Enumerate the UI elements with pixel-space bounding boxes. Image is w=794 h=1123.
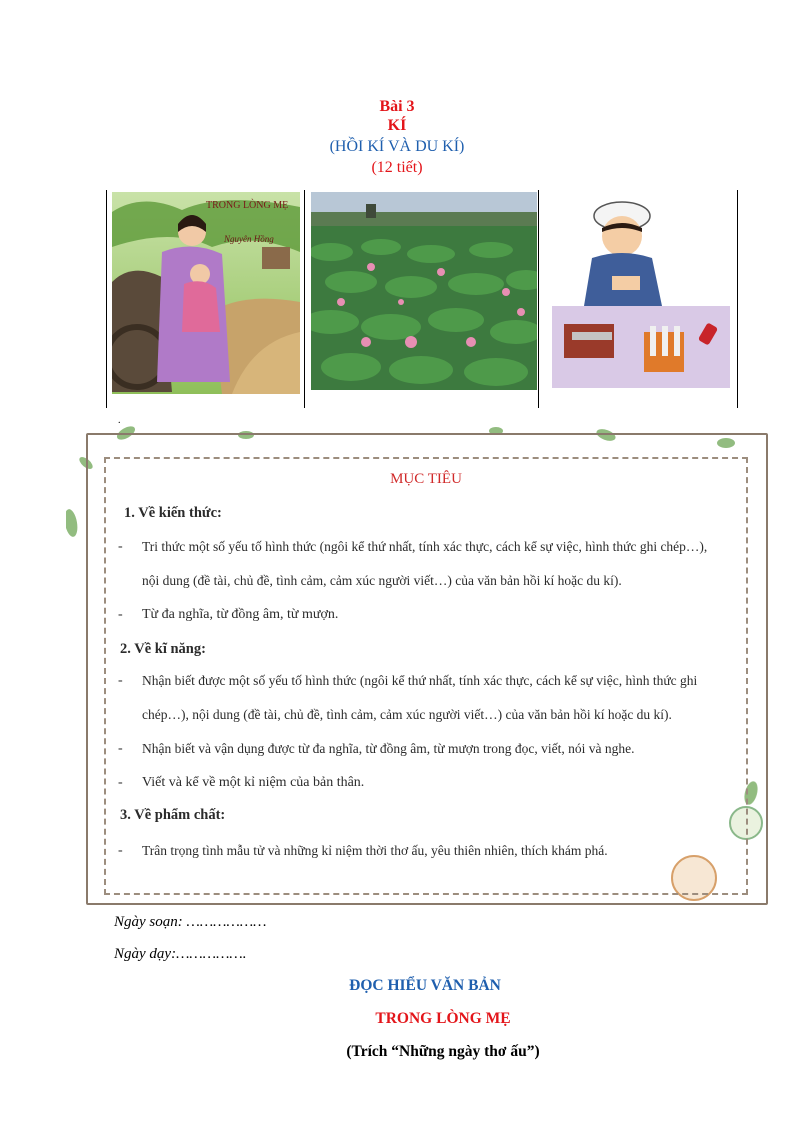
bullet: - (118, 741, 123, 756)
image-table (106, 190, 738, 408)
section-heading-knowledge: 1. Về kiến thức: (124, 505, 222, 521)
work-title: TRONG LÒNG MẸ (375, 1010, 511, 1027)
book-cover-image (112, 192, 300, 394)
table-divider (538, 190, 539, 408)
book-cover-title: TRONG LÒNG MẸ (206, 200, 289, 211)
date-prepared: Ngày soạn: ……………… (114, 914, 267, 930)
list-item: nội dung (đề tài, chủ đề, tình cảm, cảm xúc người viết…) của văn bản hồi kí hoặc du kí). (142, 573, 622, 588)
stray-dot: . (118, 415, 121, 426)
date-taught: Ngày dạy:……………. (114, 946, 247, 962)
lesson-periods: (12 tiết) (371, 159, 423, 176)
lesson-genre: KÍ (387, 117, 407, 134)
excerpt-source: (Trích “Những ngày thơ ấu”) (346, 1043, 540, 1060)
section-heading-qualities: 3. Về phẩm chất: (120, 807, 226, 823)
list-item: Nhận biết và vận dụng được từ đa nghĩa, từ đồng âm, từ mượn trong đọc, viết, nói và nghe. (142, 741, 635, 756)
list-item: Viết và kể về một kỉ niệm của bản thân. (142, 775, 365, 790)
objectives-title: MỤC TIÊU (390, 471, 462, 487)
book-cover-author: Nguyên Hồng (224, 234, 274, 244)
boy-with-tools-image (552, 192, 732, 390)
objectives-frame (86, 433, 766, 903)
list-item: Từ đa nghĩa, từ đồng âm, từ mượn. (142, 607, 339, 622)
bullet: - (118, 539, 123, 554)
bullet: - (118, 607, 123, 622)
table-divider (304, 190, 305, 408)
table-divider (737, 190, 738, 408)
table-divider (106, 190, 107, 408)
lesson-number: Bài 3 (379, 98, 415, 115)
bullet: - (118, 843, 123, 858)
lesson-subtitle: (HỒI KÍ VÀ DU KÍ) (329, 138, 465, 155)
list-item: Tri thức một số yếu tố hình thức (ngôi kể thứ nhất, tính xác thực, cách kể sự việc, hình thức ghi chép…), (142, 539, 708, 554)
list-item: Nhận biết được một số yếu tố hình thức (ngôi kể thứ nhất, tính xác thực, cách kể sự việc, hình thức ghi (142, 673, 698, 688)
section-heading-skills: 2. Về kĩ năng: (120, 641, 206, 657)
list-item: chép…), nội dung (đề tài, chủ đề, tình cảm, cảm xúc người viết…) của văn bản hồi kí hoặc du kí). (142, 707, 672, 722)
bullet: - (118, 775, 123, 790)
bullet: - (118, 673, 123, 688)
reading-section-title: ĐỌC HIỂU VĂN BẢN (349, 977, 501, 994)
list-item: Trân trọng tình mẫu tử và những kỉ niệm thời thơ ấu, yêu thiên nhiên, thích khám phá. (142, 843, 608, 858)
lotus-pond-image (311, 192, 537, 390)
